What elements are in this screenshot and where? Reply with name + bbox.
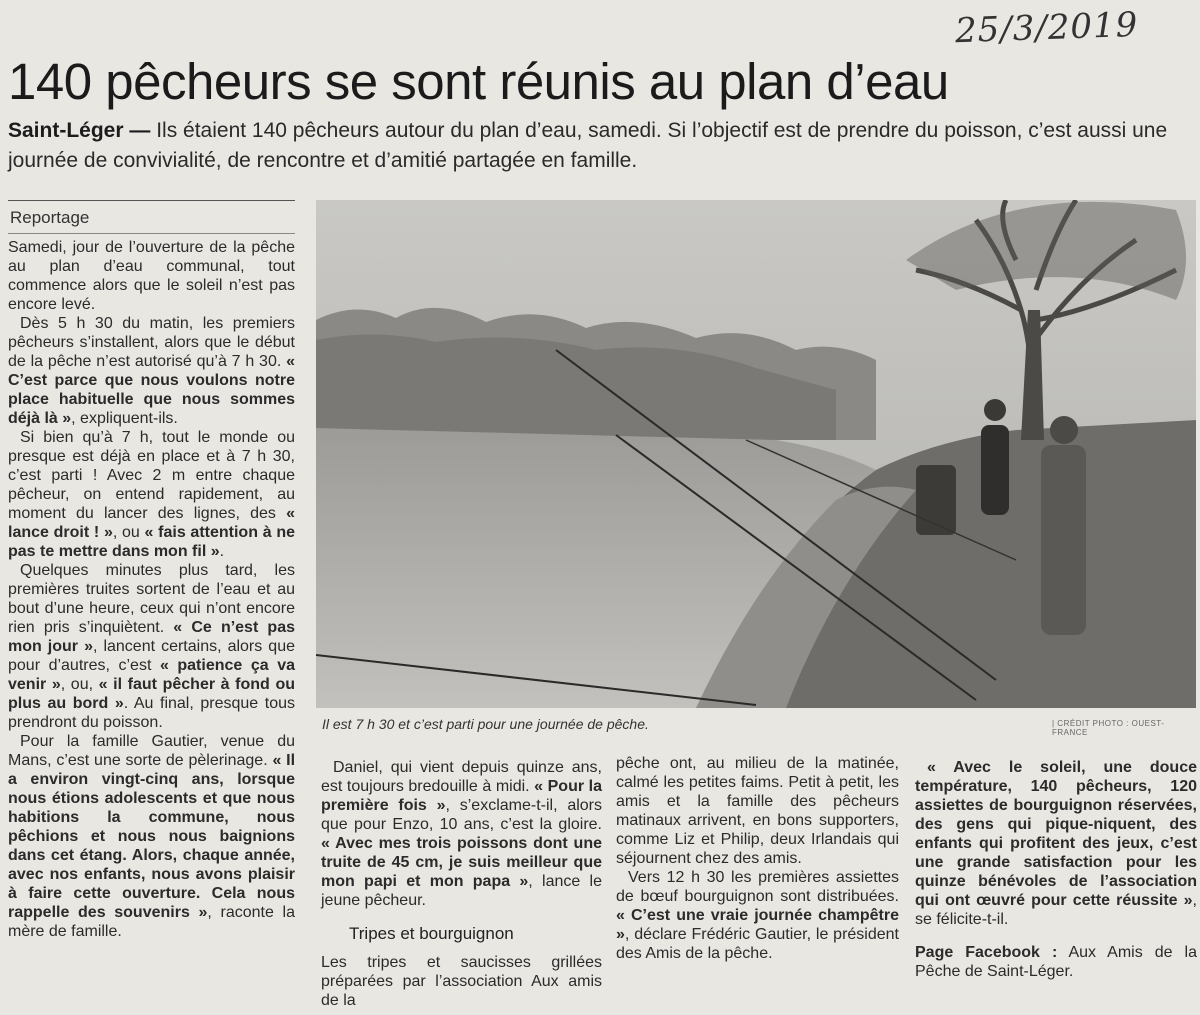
paragraph: pêche ont, au milieu de la matinée, calmé les petites faims. Petit à petit, les amis et la famille des pêcheurs matinaux arrivent, en bons supporters, comme Liz et Philip, deux Irlandais qui séjournent chez des amis. — [616, 755, 899, 867]
article-column-3 — [616, 754, 899, 963]
paragraph: « Avec le soleil, une douce température, 140 pêcheurs, 120 assiettes de bourguignon réservées, des gens qui pique-niquent, des enfants qui profitent des jeux, c’est une grande satisfaction pour les quinze bénévoles de l’association qui ont œuvré pour cette réussite », se félicite-t-il. — [915, 759, 1197, 928]
photo-caption: Il est 7 h 30 et c’est parti pour une journée de pêche. — [322, 716, 649, 732]
paragraph: Daniel, qui vient depuis quinze ans, est toujours bredouille à midi. « Pour la première fois », s’exclame-t-il, alors que pour Enzo, 10 ans, c’est la gloire. « Avec mes trois poissons dont une truite de 45 cm, je suis meilleur que mon papi et mon papa », lance le jeune pêcheur. — [321, 759, 602, 909]
paragraph: Samedi, jour de l’ouverture de la pêche au plan d’eau communal, tout commence alors que le soleil n’est pas encore levé. — [8, 239, 295, 313]
lead-paragraph — [8, 116, 1193, 176]
article-column-2 — [321, 758, 602, 1010]
article-column-4 — [915, 758, 1197, 981]
paragraph: Si bien qu’à 7 h, tout le monde ou presque est déjà en place et à 7 h 30, c’est parti ! Avec 2 m entre chaque pêcheur, on entend rapidement, au moment du lancer des lignes, des « lance droit ! », ou « fais attention à ne pas te mettre dans mon fil ». — [8, 429, 295, 560]
paragraph: Vers 12 h 30 les premières assiettes de bœuf bourguignon sont distribuées. « C’est une vraie journée champêtre », déclare Frédéric Gautier, le président des Amis de la pêche. — [616, 869, 899, 962]
handwritten-date: 25/3/2019 — [954, 4, 1139, 52]
photo-credit: | CRÉDIT PHOTO : OUEST-FRANCE — [1052, 719, 1165, 737]
facebook-note: Page Facebook : Aux Amis de la Pêche de Saint-Léger. — [915, 944, 1198, 980]
lead-place: Saint-Léger — — [8, 119, 151, 142]
rubric-label: Reportage — [8, 200, 295, 234]
lead-text: Ils étaient 140 pêcheurs autour du plan d’eau, samedi. Si l’objectif est de prendre du poisson, c’est aussi une journée de convivialité, de rencontre et d’amitié partagée en famille. — [8, 119, 1168, 172]
paragraph: Dès 5 h 30 du matin, les premiers pêcheurs s’installent, alors que le début de la pêche n’est autorisé qu’à 7 h 30. « C’est parce que nous voulons notre place habituelle que nous sommes déjà là », expliquent-ils. — [8, 315, 295, 427]
fishing-pond-illustration — [316, 200, 1196, 708]
article-column-1 — [8, 238, 295, 941]
paragraph: Quelques minutes plus tard, les premières truites sortent de l’eau et au bout d’une heure, ceux qui n’ont encore rien pris s’inquiètent. « Ce n’est pas mon jour », lancent certains, alors que pour d’autres, c’est « patience ça va venir », ou, « il faut pêcher à fond ou plus au bord ». Au final, presque tous prendront du poisson. — [8, 562, 296, 731]
headline: 140 pêcheurs se sont réunis au plan d’eau — [8, 53, 949, 110]
paragraph: Pour la famille Gautier, venue du Mans, c’est une sorte de pèlerinage. « Il a environ vingt-cinq ans, lorsque nous étions adolescents et que nous habitions la commune, nous pêchions et nous nous baignions dans cet étang. Alors, chaque année, avec nos enfants, nous avons plaisir à faire cette ouverture. Cela nous rappelle des souvenirs », raconte la mère de famille. — [8, 733, 296, 940]
article-photo — [316, 200, 1196, 708]
paragraph: Les tripes et saucisses grillées préparées par l’association Aux amis de la — [321, 954, 602, 1009]
subheading: Tripes et bourguignon — [349, 924, 514, 943]
